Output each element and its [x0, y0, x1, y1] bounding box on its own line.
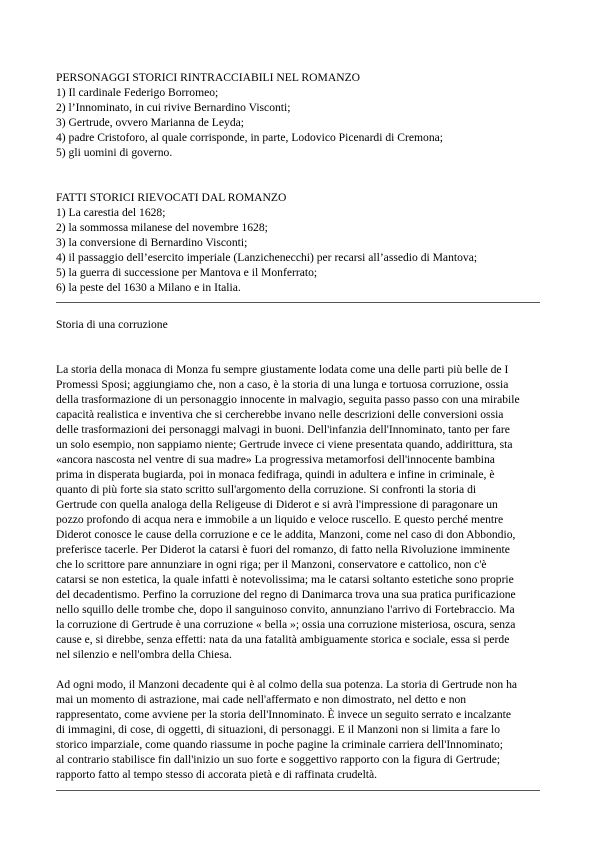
paragraph-line: delle trasformazioni dei personaggi malvagi in buoni. Dell'infanzia dell'Innominato, tanto per fare — [56, 423, 510, 436]
spacer — [56, 160, 540, 190]
events-item: 4) il passaggio dell’esercito imperiale (Lanzichenecchi) per recarsi all’assedio di Mantova; — [56, 251, 478, 264]
events-heading: FATTI STORICI RIEVOCATI DAL ROMANZO — [56, 191, 287, 204]
paragraph-line: storico imparziale, come quando riassume in poche pagine la criminale carriera dell'Innominato; — [56, 738, 503, 751]
essay-title: Storia di una corruzione — [56, 318, 168, 331]
spacer — [56, 782, 540, 790]
paragraph-line: quanto di più forte sia stato scritto sull'argomento della corruzione. Si confronti la storia di — [56, 483, 477, 496]
spacer — [56, 662, 540, 677]
paragraph-line: Diderot conosce le cause della corruzione e ce le addita, Manzoni, come nel caso di don Abbondio, — [56, 528, 516, 541]
paragraph-line: nel silenzio e nell'ombra della Chiesa. — [56, 648, 232, 661]
characters-item: 4) padre Cristoforo, al quale corrisponde, in parte, Lodovico Picenardi di Cremona; — [56, 131, 443, 144]
paragraph-line: «ancora nascosta nel ventre di sua madre» La progressiva metamorfosi dell'innocente bambina — [56, 453, 495, 466]
characters-item: 1) Il cardinale Federigo Borromeo; — [56, 86, 219, 99]
paragraph-line: catarsi se non estetica, la quale infatti è notevolissima; ma le catarsi soltanto estetiche sono proprie — [56, 573, 514, 586]
paragraph-line: cause e, si direbbe, senza effetti: nata da una fatalità ambiguamente storica e sociale, essa si perde — [56, 633, 510, 646]
characters-heading: PERSONAGGI STORICI RINTRACCIABILI NEL ROMANZO — [56, 71, 361, 84]
characters-section — [56, 70, 540, 160]
paragraph-line: del decadentismo. Perfino la corruzione del regno di Danimarca trova una sua pratica purificazione — [56, 588, 516, 601]
events-item: 3) la conversione di Bernardino Visconti; — [56, 236, 248, 249]
paragraph-line: di immagini, di cose, di oggetti, di situazioni, di personaggi. E il Manzoni non si limita a fare lo — [56, 723, 501, 736]
events-item: 6) la peste del 1630 a Milano e in Italia. — [56, 281, 241, 294]
essay-paragraph-2 — [56, 677, 540, 782]
events-section — [56, 190, 540, 295]
paragraph-line: Ad ogni modo, il Manzoni decadente qui è al colmo della sua potenza. La storia di Gertrude non ha — [56, 678, 518, 691]
paragraph-line: pozzo profondo di acqua nera e immobile a un liquido e veloce ruscello. E questo perché mentre — [56, 513, 504, 526]
characters-item: 5) gli uomini di governo. — [56, 146, 173, 159]
paragraph-line: un solo esempio, non sappiamo niente; Gertrude invece ci viene presentata quando, addirittura, sta — [56, 438, 513, 451]
paragraph-line: al contrario stabilisce fin dall'inizio un suo forte e soggettivo rapporto con la figura di Gertrude; — [56, 753, 501, 766]
paragraph-line: capacità realistica e inventiva che si cercherebbe invano nelle descrizioni delle conversioni ossia — [56, 408, 504, 421]
paragraph-line: della trasformazione di un personaggio innocente in malvagio, seguita passo passo con una mirabile — [56, 393, 520, 406]
paragraph-line: Gertrude con quella analoga della Religeuse di Diderot e si avrà l'impressione di paragonare un — [56, 498, 498, 511]
paragraph-line: nello squillo delle trombe che, dopo il sanguinoso convito, annunziano l'arrivo di Fortebraccio. Ma — [56, 603, 515, 616]
document-page — [56, 70, 540, 791]
paragraph-line: mai un momento di astrazione, mai cade nell'affermato e non dimostrato, nel detto e non — [56, 693, 467, 706]
paragraph-line: Promessi Sposi; aggiungiamo che, non a caso, è la storia di una lunga e tortuosa corruzione, ossia — [56, 378, 509, 391]
paragraph-line: La storia della monaca di Monza fu sempre giustamente lodata come una delle parti più belle de I — [56, 363, 509, 376]
bottom-divider — [56, 790, 540, 791]
events-item: 1) La carestia del 1628; — [56, 206, 166, 219]
characters-item: 2) l’Innominato, in cui rivive Bernardino Visconti; — [56, 101, 291, 114]
spacer — [56, 303, 540, 317]
characters-item: 3) Gertrude, ovvero Marianna de Leyda; — [56, 116, 244, 129]
paragraph-line: rapporto fatto al tempo stesso di accorata pietà e di raffinata crudeltà. — [56, 768, 378, 781]
events-item: 2) la sommossa milanese del novembre 1628; — [56, 221, 268, 234]
essay-paragraph-1 — [56, 362, 540, 662]
spacer — [56, 332, 540, 362]
paragraph-line: che lo scrittore pare annunziare in ogni riga; per il Manzoni, conservatore e cattolico, non c'è — [56, 558, 487, 571]
events-item: 5) la guerra di successione per Mantova e il Monferrato; — [56, 266, 318, 279]
paragraph-line: rappresentato, come avviene per la storia dell'Innominato. È invece un seguito serrato e incalzante — [56, 708, 512, 721]
paragraph-line: prima in disperata bugiarda, poi in monaca fedifraga, quindi in adultera e infine in criminale, è — [56, 468, 495, 481]
paragraph-line: la corruzione di Gertrude è una corruzione « bella »; ossia una corruzione misteriosa, oscura, senza — [56, 618, 516, 631]
paragraph-line: preferisce tacerle. Per Diderot la catarsi è fuori del romanzo, di fatto nella Rivoluzione imminente — [56, 543, 510, 556]
spacer — [56, 295, 540, 302]
